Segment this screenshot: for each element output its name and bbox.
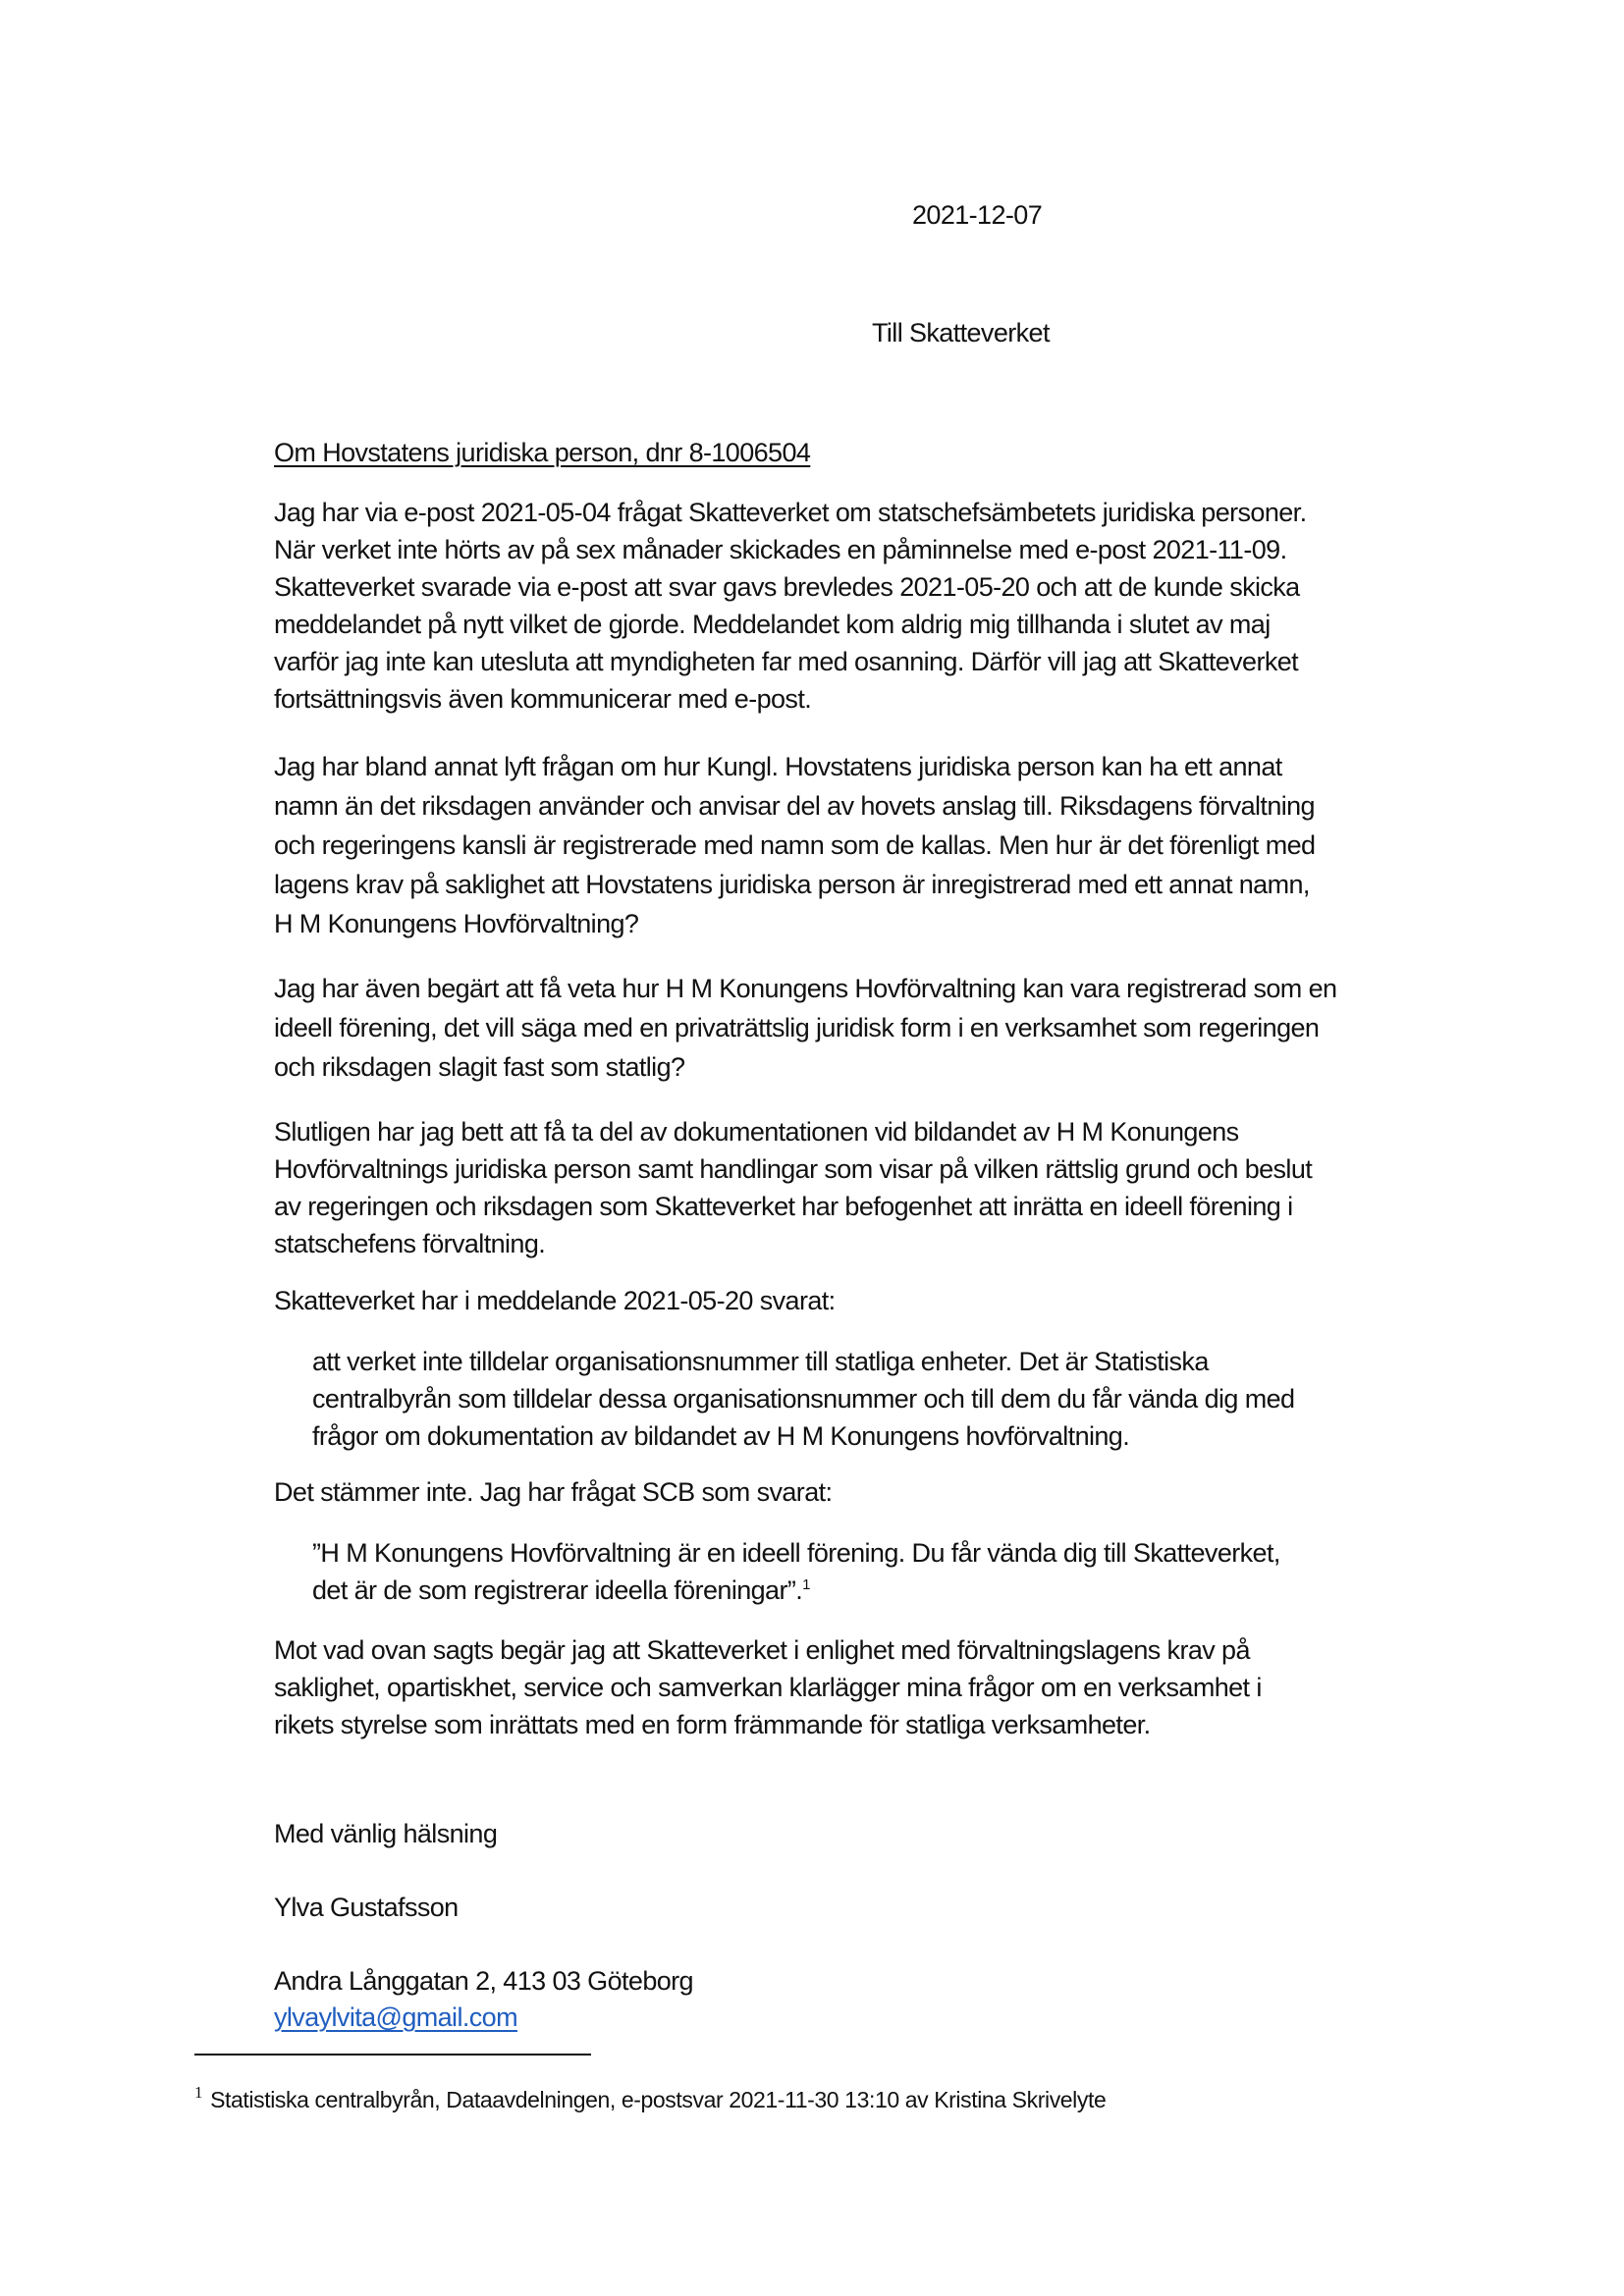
text-line: Jag har via e-post 2021-05-04 frågat Skatteverket om statschefsämbetets juridiska personer. [274, 498, 1307, 527]
text-line: Jag har bland annat lyft frågan om hur Kungl. Hovstatens juridiska person kan ha ett annat [274, 752, 1282, 781]
footnote-separator [194, 2054, 591, 2056]
footnote-number: 1 [194, 2083, 203, 2102]
text-line: av regeringen och riksdagen som Skatteverket har befogenhet att inrätta en ideell förening i [274, 1192, 1293, 1221]
quote-line: centralbyrån som tilldelar dessa organisationsnummer och till dem du får vända dig med [312, 1384, 1295, 1414]
footnote-reference[interactable]: 1 [802, 1576, 810, 1593]
text-line: Skatteverket svarade via e-post att svar gavs brevledes 2021-05-20 och att de kunde skicka [274, 572, 1300, 602]
text-line: och riksdagen slagit fast som statlig? [274, 1052, 685, 1082]
text-line: varför jag inte kan utesluta att myndigheten far med osanning. Därför vill jag att Skatteverket [274, 647, 1299, 676]
text-line: meddelandet på nytt vilket de gjorde. Meddelandet kom aldrig mig tillhanda i slutet av maj [274, 610, 1271, 639]
text-line: ideell förening, det vill säga med en privaträttslig juridisk form i en verksamhet som regeringen [274, 1013, 1320, 1042]
text-line: statschefens förvaltning. [274, 1229, 546, 1258]
paragraph-agency-reply-intro: Skatteverket har i meddelande 2021-05-20 svarat: [274, 1286, 836, 1315]
text-line: Slutligen har jag bett att få ta del av dokumentationen vid bildandet av H M Konungens [274, 1117, 1239, 1147]
quote-line [312, 1575, 810, 1606]
signature-name: Ylva Gustafsson [274, 1893, 459, 1922]
text-line: Hovförvaltnings juridiska person samt handlingar som visar på vilken rättslig grund och beslut [274, 1154, 1313, 1184]
text-line: Mot vad ovan sagts begär jag att Skatteverket i enlighet med förvaltningslagens krav på [274, 1635, 1250, 1665]
quote-line: frågor om dokumentation av bildandet av H M Konungens hovförvaltning. [312, 1421, 1130, 1451]
text-line: H M Konungens Hovförvaltning? [274, 909, 639, 938]
text-line: När verket inte hörts av på sex månader skickades en påminnelse med e-post 2021-11-09. [274, 535, 1287, 564]
subject-heading: Om Hovstatens juridiska person, dnr 8-1006504 [274, 438, 811, 467]
text-line: namn än det riksdagen använder och anvisar del av hovets anslag till. Riksdagens förvaltning [274, 791, 1315, 821]
text-line: rikets styrelse som inrättats med en form främmande för statliga verksamheter. [274, 1710, 1151, 1739]
closing: Med vänlig hälsning [274, 1819, 498, 1848]
footnote-text: Statistiska centralbyrån, Dataavdelningen, e-postsvar 2021-11-30 13:10 av Kristina Skrivelyte [210, 2087, 1107, 2112]
text-line: fortsättningsvis även kommunicerar med e-post. [274, 684, 812, 714]
letter-date: 2021-12-07 [912, 200, 1043, 230]
text-line: Jag har även begärt att få veta hur H M Konungens Hovförvaltning kan vara registrerad som en [274, 974, 1337, 1003]
quote-line: ”H M Konungens Hovförvaltning är en ideell förening. Du får vända dig till Skatteverket, [312, 1538, 1280, 1568]
sender-address: Andra Långgatan 2, 413 03 Göteborg [274, 1966, 693, 1996]
quote-line: att verket inte tilldelar organisationsnummer till statliga enheter. Det är Statistiska [312, 1347, 1209, 1376]
recipient: Till Skatteverket [872, 318, 1050, 347]
text-line: saklighet, opartiskhet, service och samverkan klarlägger mina frågor om en verksamhet i [274, 1673, 1262, 1702]
text-line: och regeringens kansli är registrerade med namn som de kallas. Men hur är det förenligt med [274, 830, 1316, 860]
footnote [194, 2083, 1106, 2113]
quote-text: det är de som registrerar ideella föreningar”. [312, 1575, 803, 1605]
text-line: lagens krav på saklighet att Hovstatens juridiska person är inregistrerad med ett annat namn, [274, 870, 1310, 899]
email-link[interactable]: ylvaylvita@gmail.com [274, 2002, 517, 2032]
paragraph-scb-intro: Det stämmer inte. Jag har frågat SCB som svarat: [274, 1477, 833, 1507]
